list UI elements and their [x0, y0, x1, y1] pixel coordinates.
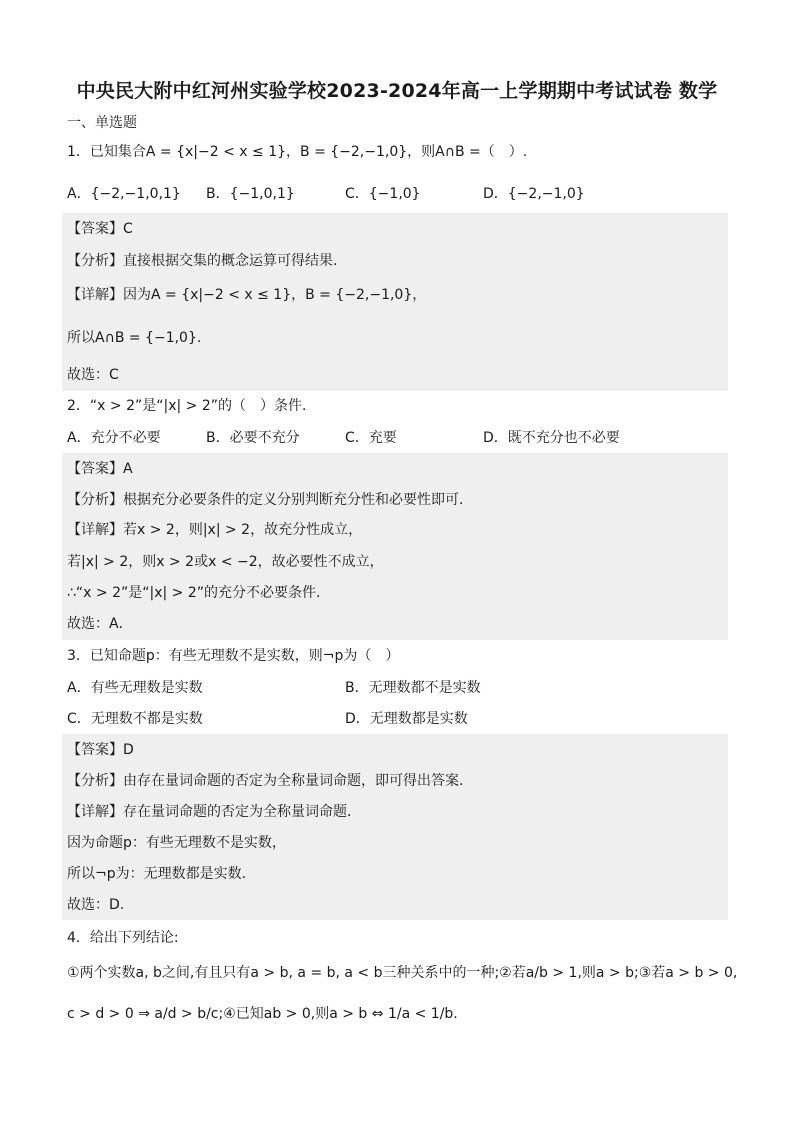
- question-3-analysis: 【分析】由存在量词命题的否定为全称量词命题，即可得出答案.: [67, 773, 464, 789]
- question-1-choice: 故选：C: [67, 367, 119, 383]
- question-2-detail: 【详解】若x > 2，则|x| > 2，故充分性成立，: [67, 522, 363, 538]
- question-2-detail-2: 若|x| > 2，则x > 2或x < −2，故必要性不成立，: [67, 554, 384, 570]
- question-3-detail: 【详解】存在量词命题的否定为全称量词命题．: [67, 804, 361, 820]
- question-2-option-b: B．必要不充分: [206, 430, 300, 446]
- question-3-option-a: A．有些无理数是实数: [67, 680, 203, 696]
- question-1-analysis: 【分析】直接根据交集的概念运算可得结果.: [67, 253, 338, 269]
- question-3-solution-box: [62, 734, 728, 920]
- page-title: 中央民大附中红河州实验学校2023-2024年高一上学期期中考试试卷 数学: [76, 80, 718, 102]
- question-2-detail-3: ∴“x > 2”是“|x| > 2”的充分不必要条件.: [67, 585, 321, 601]
- question-3-option-d: D．无理数都是实数: [345, 711, 468, 727]
- section-heading: 一、单选题: [67, 115, 137, 131]
- question-2-solution-box: [62, 453, 728, 640]
- question-1-detail: 【详解】因为A = {x|−2 < x ≤ 1}，B = {−2,−1,0}，: [67, 287, 427, 303]
- question-1-option-c: C．{−1,0}: [345, 186, 421, 202]
- question-2-option-d: D．既不充分也不必要: [483, 430, 620, 446]
- question-2-stem: 2．“x > 2”是“|x| > 2”的（ ）条件．: [67, 398, 316, 414]
- question-2-answer: 【答案】A: [67, 461, 133, 477]
- question-3-stem: 3．已知命题p：有些无理数不是实数，则¬p为（ ）: [67, 648, 400, 664]
- question-3-option-b: B．无理数都不是实数: [345, 680, 481, 696]
- question-4-stem: 4．给出下列结论:: [67, 930, 179, 946]
- question-2-choice: 故选：A．: [67, 616, 133, 632]
- question-3-choice: 故选：D.: [67, 897, 125, 913]
- question-1-detail-2: 所以A∩B = {−1,0}.: [67, 330, 202, 346]
- question-2-option-a: A．充分不必要: [67, 430, 161, 446]
- question-3-detail-2: 因为命题p：有些无理数不是实数，: [67, 835, 286, 851]
- question-1-answer: 【答案】C: [67, 221, 133, 237]
- question-3-detail-3: 所以¬p为：无理数都是实数.: [67, 866, 247, 882]
- question-1-option-d: D．{−2,−1,0}: [483, 186, 585, 202]
- question-4-conclusions-2: c > d > 0 ⇒ a/d > b/c;④已知ab > 0,则a > b ⇔ 1/a < 1/b.: [67, 1006, 458, 1022]
- question-2-option-c: C．充要: [345, 430, 397, 446]
- question-3-answer: 【答案】D: [67, 742, 134, 758]
- question-4-conclusions-1: ①两个实数a, b之间,有且只有a > b, a = b, a < b三种关系中的一种;②若a/b > 1,则a > b;③若a > b > 0,: [67, 965, 738, 981]
- question-1-option-b: B．{−1,0,1}: [206, 186, 295, 202]
- question-1-option-a: A．{−2,−1,0,1}: [67, 186, 181, 202]
- question-3-option-c: C．无理数不都是实数: [67, 711, 203, 727]
- question-1-stem: 1．已知集合A = {x|−2 < x ≤ 1}，B = {−2,−1,0}，则A∩B =（ ）.: [67, 144, 528, 160]
- question-2-analysis: 【分析】根据充分必要条件的定义分别判断充分性和必要性即可．: [67, 492, 473, 508]
